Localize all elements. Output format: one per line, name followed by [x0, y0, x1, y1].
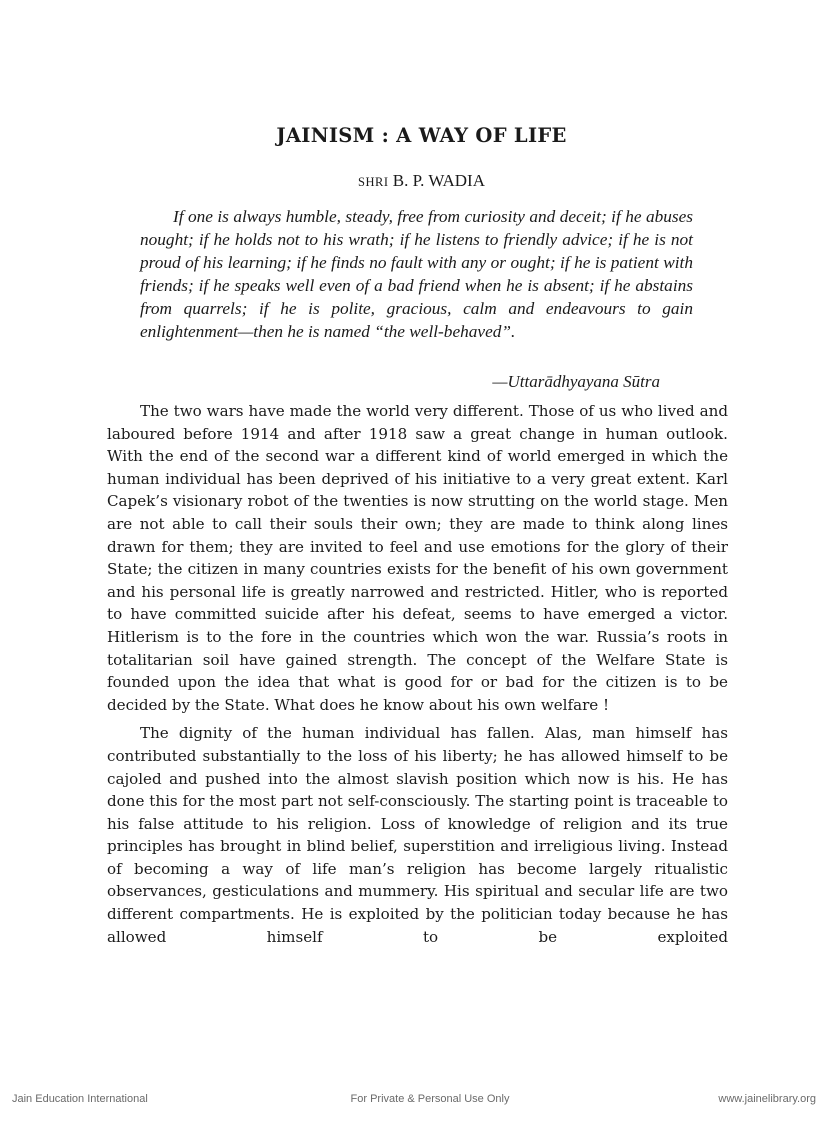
- article-body: [107, 400, 728, 954]
- footer-usage-note: For Private & Personal Use Only: [350, 1093, 510, 1105]
- epigraph-source: —Uttarādhyayana Sūtra: [492, 372, 660, 391]
- footer-publisher: Jain Education International: [12, 1093, 148, 1105]
- author-prefix: SHRI: [358, 175, 389, 189]
- author-line: [0, 171, 828, 191]
- epigraph-quote: If one is always humble, steady, free from curiosity and deceit; if he abuses nought; if he holds not to his wrath; if he listens to friendly advice; if he is not proud of his learning; if he finds no fault with any or ought; if he is patient with friends; if he speaks well even of a bad friend when he is absent; if he abstains from quarrels; if he is polite, gracious, calm and endeavours to gain enlightenment—then he is named “the well-behaved”.: [140, 207, 693, 341]
- body-paragraph: The dignity of the human individual has fallen. Alas, man himself has contributed substantially to the loss of his liberty; he has allowed himself to be cajoled and pushed into the almost slavish position which now is his. He has done this for the most part not self-consciously. The starting point is traceable to his false attitude to his religion. Loss of knowledge of religion and its true principles has brought in blind belief, superstition and irreligious living. Instead of becoming a way of life man’s religion has become largely ritualistic observances, gesticulations and mummery. His spiritual and secular life are two different compartments. He is exploited by the politician today because he has allowed himself to be exploited: [107, 724, 728, 946]
- footer-website-link[interactable]: www.jainelibrary.org: [718, 1093, 816, 1105]
- body-paragraph: The two wars have made the world very different. Those of us who lived and laboured before 1914 and after 1918 saw a great change in human outlook. With the end of the second war a different kind of world emerged in which the human individual has been deprived of his initiative to a very great extent. Karl Capek’s visionary robot of the twenties is now strutting on the world stage. Men are not able to call their souls their own; they are made to think along lines drawn for them; they are invited to feel and use emotions for the glory of their State; the citizen in many countries exists for the benefit of his own government and his personal life is greatly narrowed and restricted. Hitler, who is reported to have committed suicide after his defeat, seems to have emerged a victor. Hitlerism is to the fore in the countries which won the war. Russia’s roots in totalitarian soil have gained strength. The concept of the Welfare State is founded upon the idea that what is good for or bad for the citizen is to be decided by the State. What does he know about his own welfare !: [107, 402, 728, 714]
- article-title: JAINISM : A WAY OF LIFE: [276, 124, 567, 147]
- author-name: B. P. WADIA: [392, 171, 485, 190]
